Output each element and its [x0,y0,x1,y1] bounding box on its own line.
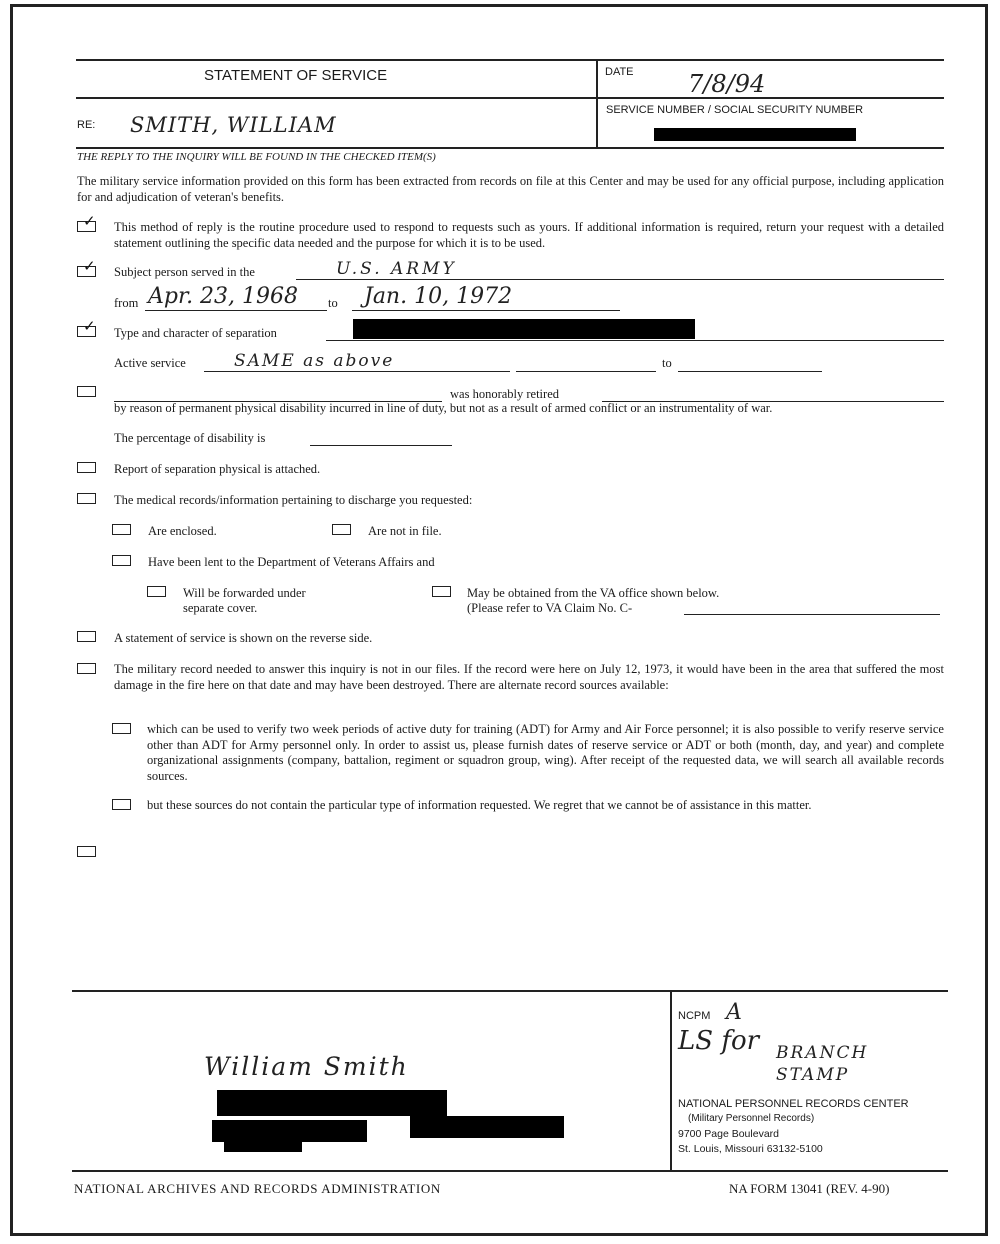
to-date-value: Jan. 10, 1972 [364,284,513,309]
retired-disability-text: by reason of permanent physical disability incurred in line of duty, but not as a result of armed conflict or an instrumentality of war. [114,401,773,415]
signer-initials: LS for [678,1026,760,1056]
checkbox-icon[interactable] [77,493,96,504]
to-label: to [328,296,338,310]
center-name: NATIONAL PERSONNEL RECORDS CENTER [678,1098,909,1110]
routine-reply-text: This method of reply is the routine procedure used to respond to requests such as yours. If additional information is required, return your request with a detailed statement outlining the specific data needed and the purpose for which it is to be used. [114,220,944,250]
checkbox-icon[interactable] [77,462,96,473]
footer-top-rule [72,1170,948,1172]
center-subtitle: (Military Personnel Records) [688,1113,815,1124]
center-address-line2: St. Louis, Missouri 63132-5100 [678,1143,823,1155]
form-title: STATEMENT OF SERVICE [204,67,388,84]
header-top-rule [76,59,944,61]
checkbox-icon[interactable] [332,524,351,535]
checkbox-icon[interactable] [112,799,131,810]
address-redaction-3 [224,1140,302,1152]
lent-to-va-text: Have been lent to the Department of Veterans Affairs and [148,555,435,569]
to-date-field [352,310,620,311]
checkbox-icon[interactable] [112,723,131,734]
reverse-side-text: A statement of service is shown on the reverse side. [114,631,373,645]
date-label: DATE [605,66,634,78]
checkbox-icon[interactable] [77,846,96,857]
enclosed-text: Are enclosed. [148,524,217,538]
regret-text: but these sources do not contain the particular type of information requested. We regret that we cannot be of assistance in this matter. [147,798,812,812]
active-to-field [678,371,822,372]
separation-redaction [353,319,695,339]
physical-report-text: Report of separation physical is attached. [114,462,321,476]
ssn-label: SERVICE NUMBER / SOCIAL SECURITY NUMBER [606,104,864,116]
separation-field [326,340,944,341]
active-service-field [204,371,510,372]
re-name-value: SMITH, WILLIAM [130,113,337,137]
ncpm-value: A [726,1000,742,1025]
disability-percentage-label: The percentage of disability is [114,431,266,445]
disability-percentage-field [310,445,452,446]
re-label: RE: [77,119,96,131]
from-date-value: Apr. 23, 1968 [148,284,299,309]
address-redaction-2 [212,1120,367,1142]
retired-label: was honorably retired [450,387,559,401]
branch-stamp-note: BRANCH STAMP [776,1043,869,1085]
checkbox-icon[interactable] [112,555,131,566]
address-redaction-4 [410,1116,564,1138]
footer-agency: NATIONAL ARCHIVES AND RECORDS ADMINISTRATION [74,1181,441,1196]
checkbox-icon[interactable] [112,524,131,535]
checkbox-icon[interactable] [147,586,166,597]
served-branch-value: U.S. ARMY [336,259,457,279]
date-value: 7/8/94 [688,70,766,98]
served-label: Subject person served in the [114,265,255,279]
active-service-label: Active service [114,356,186,370]
active-service-value: SAME as above [234,351,395,371]
ncpm-label: NCPM [678,1010,711,1022]
separation-label: Type and character of separation [114,326,277,340]
from-label: from [114,296,139,310]
intro-paragraph: The military service information provided on this form has been extracted from records on file at this Center and may be used for any official purpose, including application for and adjudication of veteran's benefits. [77,174,944,204]
forwarded-line1: Will be forwarded under [183,586,306,600]
record-not-in-files-text: The military record needed to answer this inquiry is not in our files. If the record were here on July 12, 1973, it would have been in the area that suffered the most damage in the fire here on that date and may have been destroyed. There are alternate record sources available: [114,662,944,692]
served-branch-field [296,279,944,280]
checkbox-icon[interactable] [77,663,96,674]
checkbox-icon[interactable] [77,631,96,642]
header-mid-rule [76,97,944,99]
checkbox-icon[interactable] [77,386,96,397]
va-claim-number-field [684,614,940,615]
checkbox-icon[interactable] [432,586,451,597]
signature-top-rule [72,990,948,992]
address-redaction-1 [217,1090,447,1116]
center-address-line1: 9700 Page Boulevard [678,1128,779,1140]
checkmark-icon: ✓ [83,257,96,275]
ssn-redaction [654,128,856,141]
va-office-line1: May be obtained from the VA office shown below. [467,586,720,600]
active-to-label: to [662,356,672,370]
not-in-file-text: Are not in file. [368,524,442,538]
addressee-name: William Smith [204,1052,409,1081]
signature-divider [670,991,672,1171]
checkmark-icon: ✓ [83,317,96,335]
active-from-field [516,371,656,372]
from-date-field [145,310,327,311]
header-divider [596,59,598,148]
forwarded-line2: separate cover. [183,601,258,615]
va-office-line2: (Please refer to VA Claim No. C- [467,601,633,615]
checkmark-icon: ✓ [83,212,96,230]
medical-records-text: The medical records/information pertaining to discharge you requested: [114,493,473,507]
alternate-sources-text: which can be used to verify two week periods of active duty for training (ADT) for Army and Air Force personnel; it is also possible to verify reserve service other than ADT for Army personnel only. In order to assist us, please furnish dates of reserve service or ADT or both (month, day, and year) and complete organizational assignments (company, battalion, regiment or squadron group, wing). After receipt of the requested data, we will search all available records sources. [147,722,944,783]
checked-items-note: THE REPLY TO THE INQUIRY WILL BE FOUND IN THE CHECKED ITEM(S) [77,151,436,163]
footer-form-number: NA FORM 13041 (REV. 4-90) [729,1181,890,1196]
